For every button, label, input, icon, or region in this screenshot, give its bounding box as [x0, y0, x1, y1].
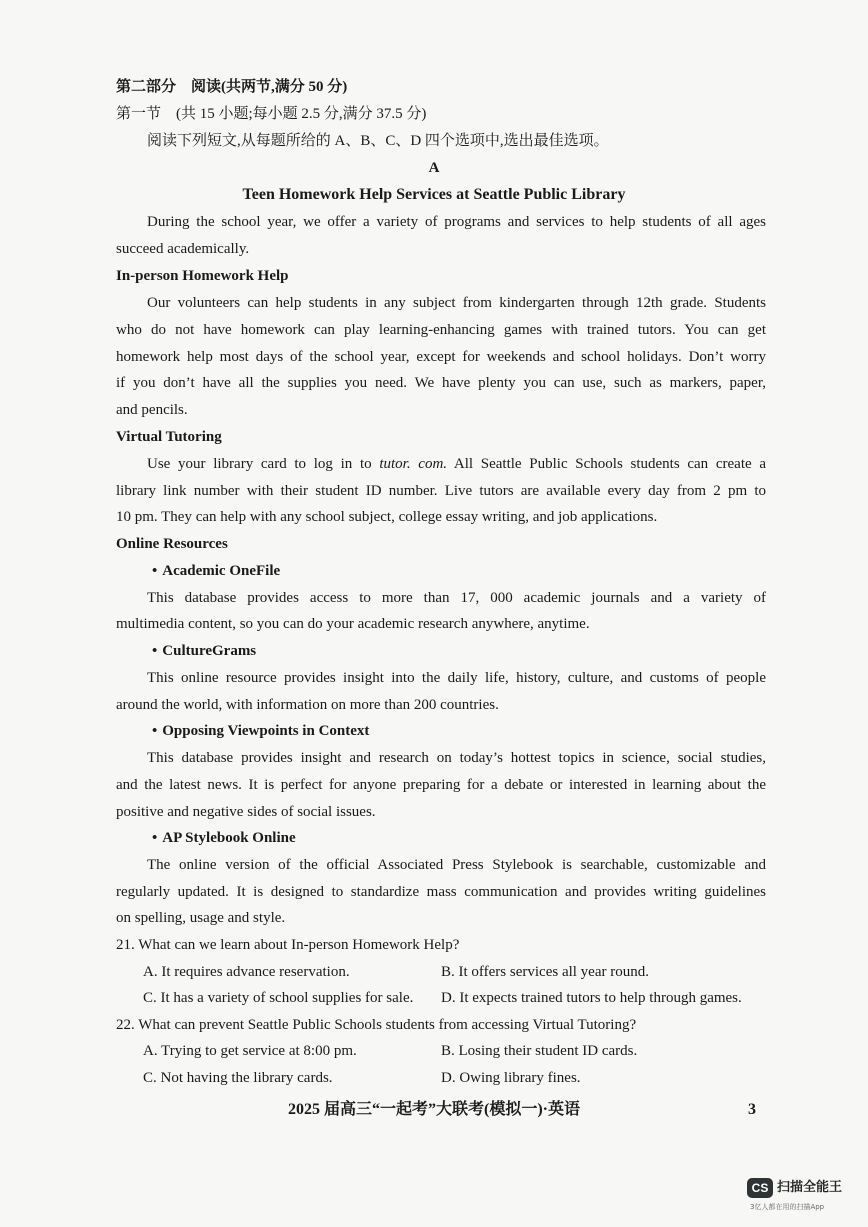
- part-heading: 第二部分 阅读(共两节,满分 50 分): [116, 79, 348, 95]
- page-number: 3: [748, 1101, 756, 1118]
- resource-line: regularly updated. It is designed to standardize mass communication and provides writing guidelines: [116, 884, 766, 900]
- question-option: B. It offers services all year round.: [441, 964, 649, 980]
- resource-line: around the world, with information on more than 200 countries.: [116, 697, 499, 713]
- question-option: B. Losing their student ID cards.: [441, 1043, 638, 1059]
- scanner-logo-icon: CS: [747, 1178, 773, 1198]
- resource-line: and the latest news. It is perfect for anyone preparing for a debate or interested in learning about the: [116, 777, 766, 793]
- resource-line: This database provides access to more than 17, 000 academic journals and a variety of: [147, 590, 766, 606]
- passage-title: Teen Homework Help Services at Seattle Public Library: [242, 186, 626, 203]
- question-option: A. It requires advance reservation.: [143, 964, 350, 980]
- inperson-line: homework help most days of the school year, except for weekends and school holidays. Don’t worry: [116, 349, 766, 365]
- resource-line: multimedia content, so you can do your academic research anywhere, anytime.: [116, 616, 590, 632]
- footer-exam-title: 2025 届高三“一起考”大联考(模拟一)·英语: [288, 1101, 580, 1118]
- resource-name: • Academic OneFile: [152, 561, 280, 581]
- question-option: C. It has a variety of school supplies for sale.: [143, 990, 414, 1006]
- inperson-line: if you don’t have all the supplies you need. We have plenty you can use, such as markers, paper,: [116, 375, 766, 391]
- question-stem: 22. What can prevent Seattle Public Schools students from accessing Virtual Tutoring?: [116, 1017, 637, 1033]
- resource-name: • CultureGrams: [152, 641, 256, 661]
- resource-line: This database provides insight and research on today’s hottest topics in science, social studies,: [147, 750, 766, 766]
- question-stem: 21. What can we learn about In-person Homework Help?: [116, 937, 460, 953]
- inperson-line: who do not have homework can play learning-enhancing games with trained tutors. You can get: [116, 322, 766, 338]
- intro-line: succeed academically.: [116, 241, 250, 257]
- scanner-tagline: 3亿人都在用的扫描App: [750, 1203, 825, 1211]
- section-heading: 第一节 (共 15 小题;每小题 2.5 分,满分 37.5 分): [116, 106, 427, 122]
- resource-line: on spelling, usage and style.: [116, 910, 286, 926]
- question-option: D. Owing library fines.: [441, 1070, 581, 1086]
- resource-name: • Opposing Viewpoints in Context: [152, 721, 369, 741]
- resource-line: This online resource provides insight into the daily life, history, culture, and customs of people: [147, 670, 766, 686]
- resource-line: positive and negative sides of social issues.: [116, 804, 376, 820]
- virtual-line: 10 pm. They can help with any school subject, college essay writing, and job applications.: [116, 509, 658, 525]
- question-option: A. Trying to get service at 8:00 pm.: [143, 1043, 357, 1059]
- question-option: C. Not having the library cards.: [143, 1070, 333, 1086]
- online-heading: Online Resources: [116, 536, 228, 552]
- passage-letter: A: [428, 160, 440, 176]
- virtual-heading: Virtual Tutoring: [116, 429, 222, 445]
- inperson-line: Our volunteers can help students in any subject from kindergarten through 12th grade. Students: [147, 295, 766, 311]
- scanner-app-name: 扫描全能王: [777, 1180, 843, 1195]
- inperson-line: and pencils.: [116, 402, 188, 418]
- resource-name: • AP Stylebook Online: [152, 828, 296, 848]
- inperson-heading: In-person Homework Help: [116, 268, 289, 284]
- resource-line: The online version of the official Associated Press Stylebook is searchable, customizable and: [147, 857, 766, 873]
- question-option: D. It expects trained tutors to help through games.: [441, 990, 742, 1006]
- intro-line: During the school year, we offer a variety of programs and services to help students of all ages: [147, 214, 766, 230]
- virtual-line: Use your library card to log in to tutor. com. All Seattle Public Schools students can create a: [147, 456, 766, 472]
- tutor-site-text: tutor. com.: [379, 456, 448, 472]
- virtual-line: library link number with their student ID number. Live tutors are available every day from 2 pm to: [116, 483, 766, 499]
- instruction-text: 阅读下列短文,从每题所给的 A、B、C、D 四个选项中,选出最佳选项。: [147, 133, 609, 149]
